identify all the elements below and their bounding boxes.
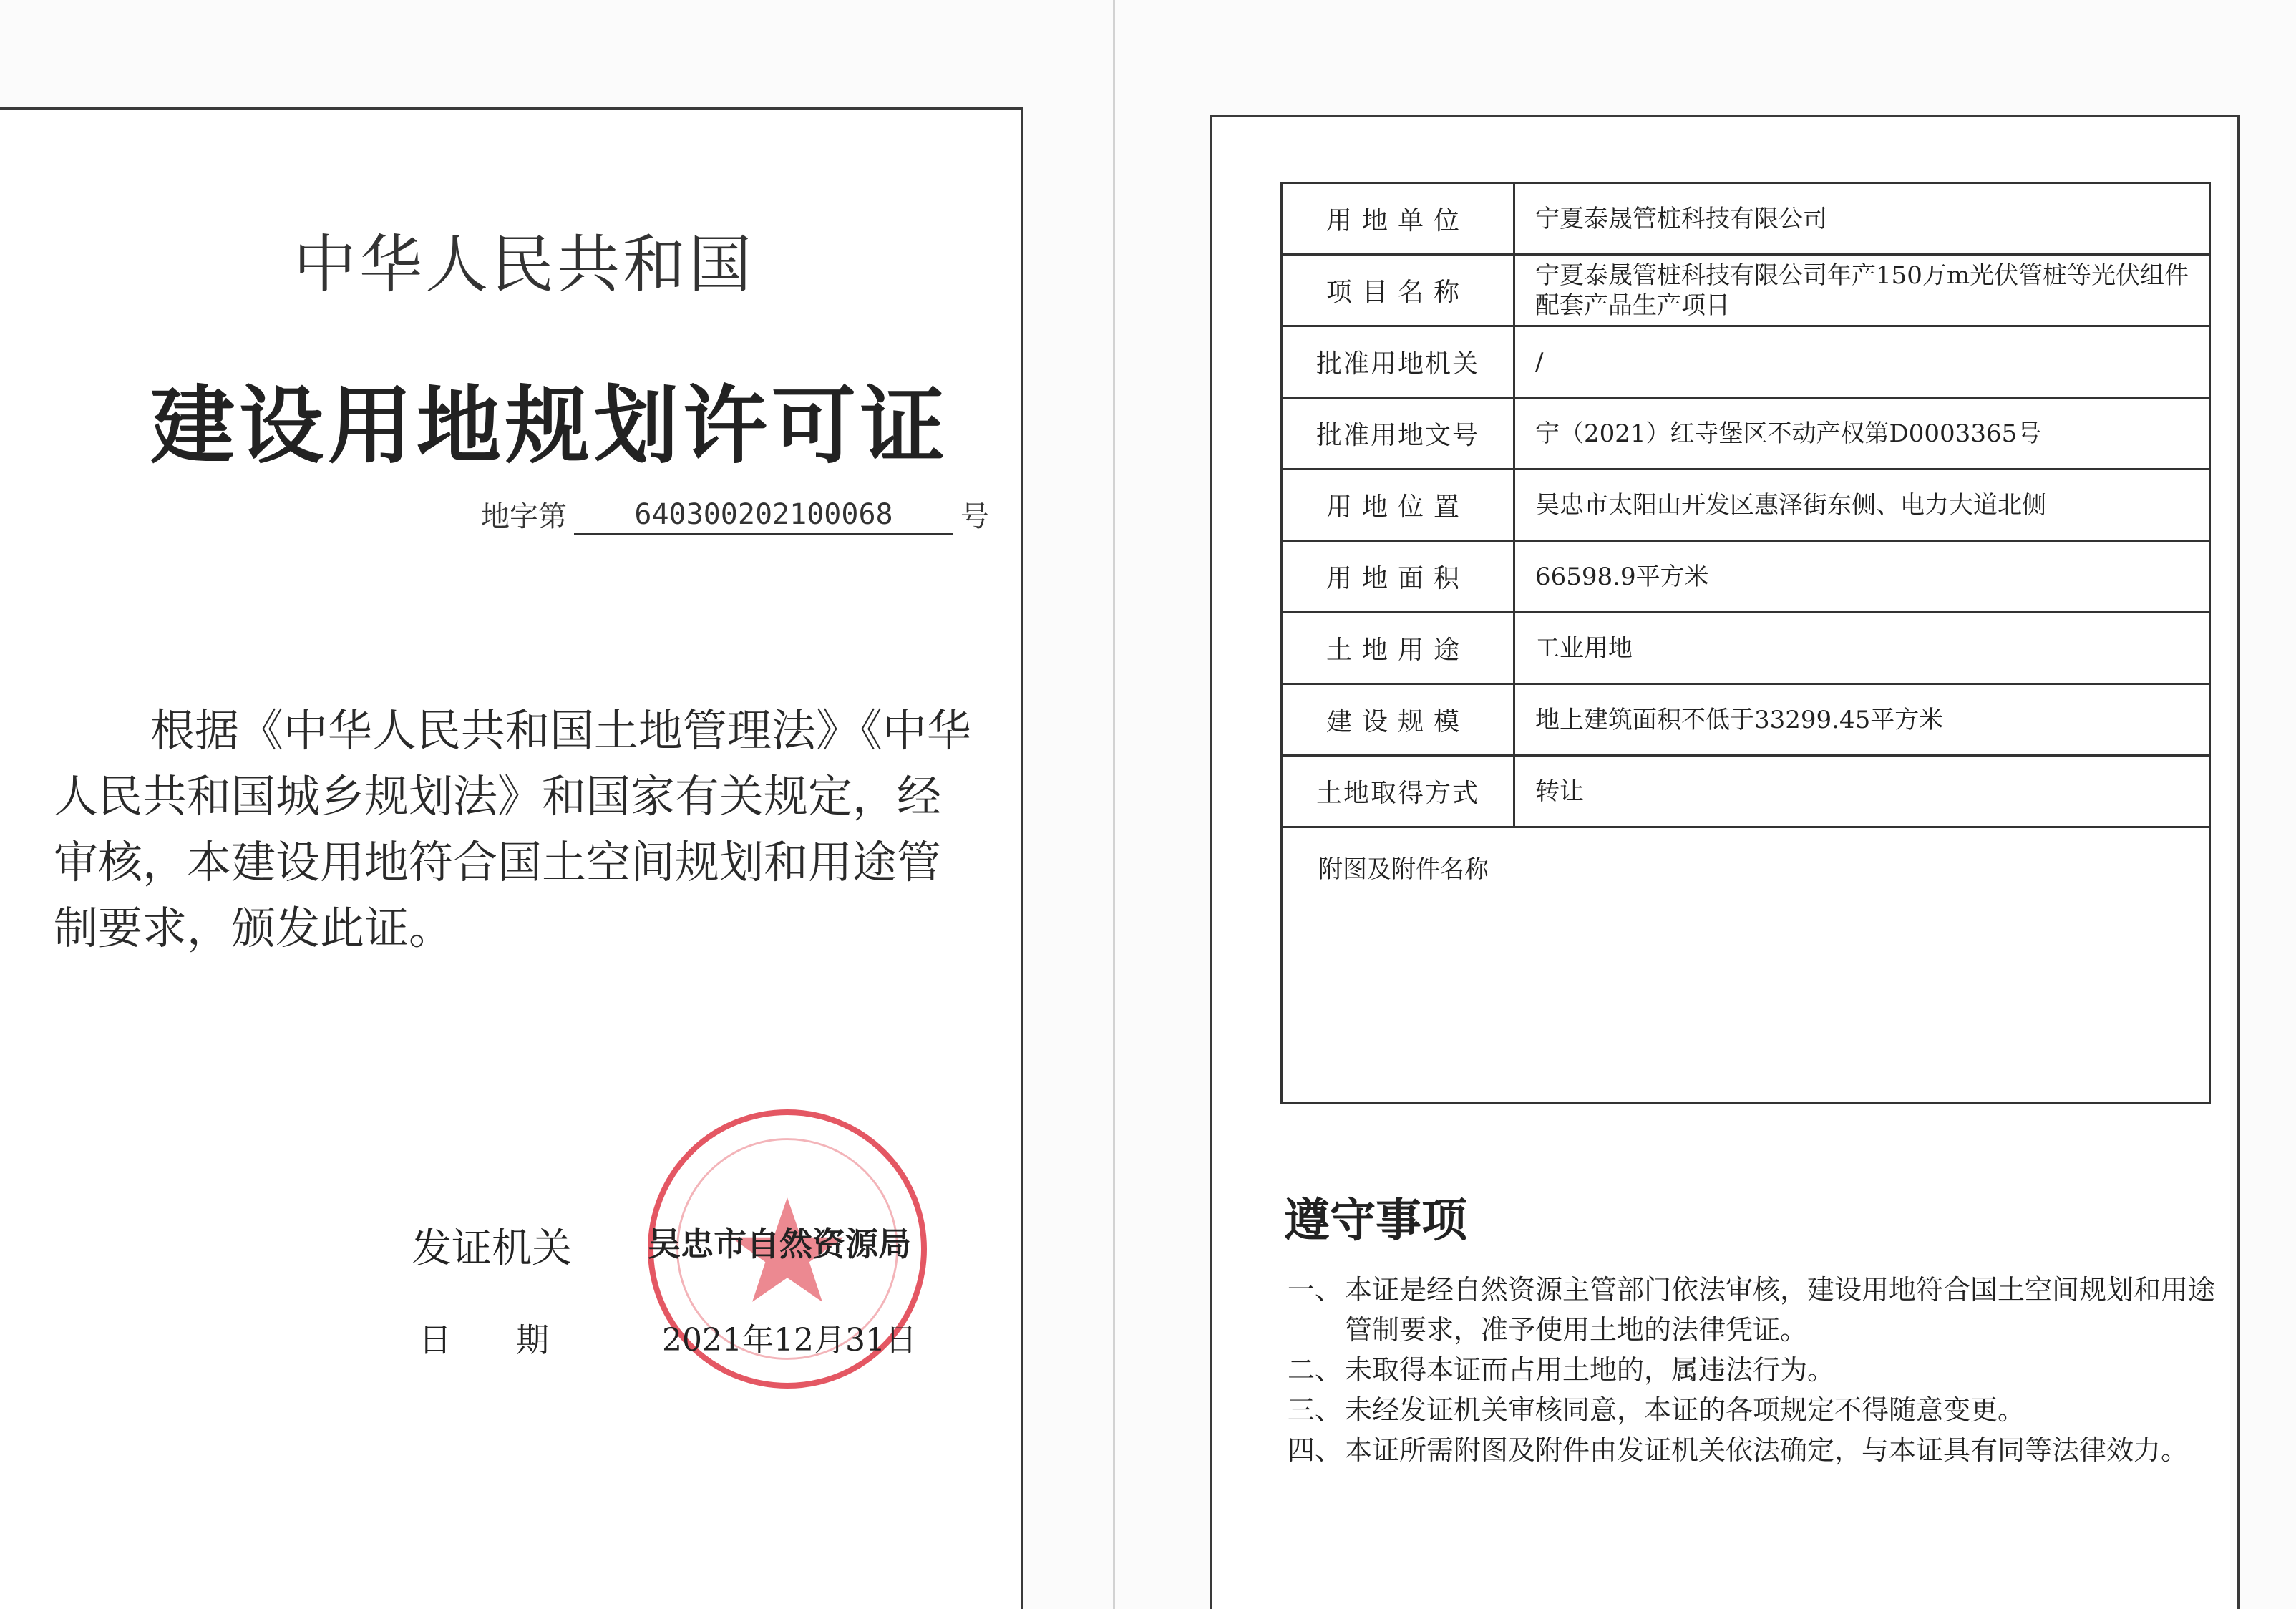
attachments-label: 附图及附件名称 [1282,827,2210,1103]
table-row [1282,183,2210,255]
table-row [1282,827,2210,1103]
certificate-number-line [481,494,989,535]
row-value: 66598.9平方米 [1514,541,2210,613]
list-item [1288,1430,2225,1470]
row-value: 吴忠市太阳山开发区惠泽街东侧、电力大道北侧 [1514,470,2210,541]
row-label: 土地用途 [1282,613,1514,684]
notice-number: 一、 [1288,1274,1343,1306]
row-value: 工业用地 [1514,613,2210,684]
list-item [1288,1350,2225,1390]
issuer-name: 吴忠市自然资源局 [648,1225,911,1263]
page-fold-line [1113,0,1115,1609]
notice-text: 本证所需附图及附件由发证机关依法确定，与本证具有同等法律效力。 [1345,1434,2189,1466]
table-row [1282,756,2210,827]
row-label: 用地面积 [1282,541,1514,613]
notice-text: 未取得本证而占用土地的，属违法行为。 [1345,1354,1835,1386]
table-row [1282,398,2210,470]
table-row [1282,541,2210,613]
row-label: 批准用地机关 [1282,326,1514,398]
legal-basis-text: 根据《中华人民共和国土地管理法》《中华人民共和国城乡规划法》和国家有关规定，经审核，本建设用地符合国土空间规划和用途管制要求，颁发此证。 [54,704,972,954]
row-label: 用地单位 [1282,183,1514,255]
certificate-title: 建设用地规划许可证 [150,376,950,475]
row-value: 转让 [1514,756,2210,827]
certificate-details-page [1210,115,2240,1609]
row-value: 地上建筑面积不低于33299.45平方米 [1514,684,2210,756]
notice-title: 遵守事项 [1284,1195,1467,1248]
table-row [1282,470,2210,541]
row-label: 批准用地文号 [1282,398,1514,470]
issue-date: 2021年12月31日 [662,1322,917,1358]
table-row [1282,684,2210,756]
row-label: 土地取得方式 [1282,756,1514,827]
row-label: 项目名称 [1282,255,1514,326]
list-item [1288,1390,2225,1430]
issuer-label: 发证机关 [412,1225,572,1272]
row-value: 宁夏泰晟管桩科技有限公司 [1514,183,2210,255]
row-value: / [1514,326,2210,398]
notice-list [1288,1270,2225,1470]
cert-number-prefix: 地字第 [481,500,567,533]
land-info-table [1280,182,2211,1104]
table-row [1282,255,2210,326]
country-name: 中华人民共和国 [293,228,755,301]
notice-number: 二、 [1288,1354,1343,1386]
cert-number-suffix: 号 [960,500,989,533]
table-row [1282,326,2210,398]
row-value: 宁（2021）红寺堡区不动产权第D0003365号 [1514,398,2210,470]
row-label: 用地位置 [1282,470,1514,541]
notice-number: 三、 [1288,1394,1343,1426]
list-item [1288,1270,2225,1350]
row-label: 建设规模 [1282,684,1514,756]
cert-number: 640300202100068 [574,498,953,535]
legal-basis-paragraph [54,698,977,961]
date-label: 日期 [419,1321,613,1359]
table-row [1282,613,2210,684]
row-value: 宁夏泰晟管桩科技有限公司年产150万m光伏管桩等光伏组件配套产品生产项目 [1514,255,2210,326]
notice-text: 本证是经自然资源主管部门依法审核，建设用地符合国土空间规划和用途管制要求，准予使用土地的法律凭证。 [1345,1274,2216,1346]
notice-number: 四、 [1288,1434,1343,1466]
notice-text: 未经发证机关审核同意，本证的各项规定不得随意变更。 [1345,1394,2025,1426]
